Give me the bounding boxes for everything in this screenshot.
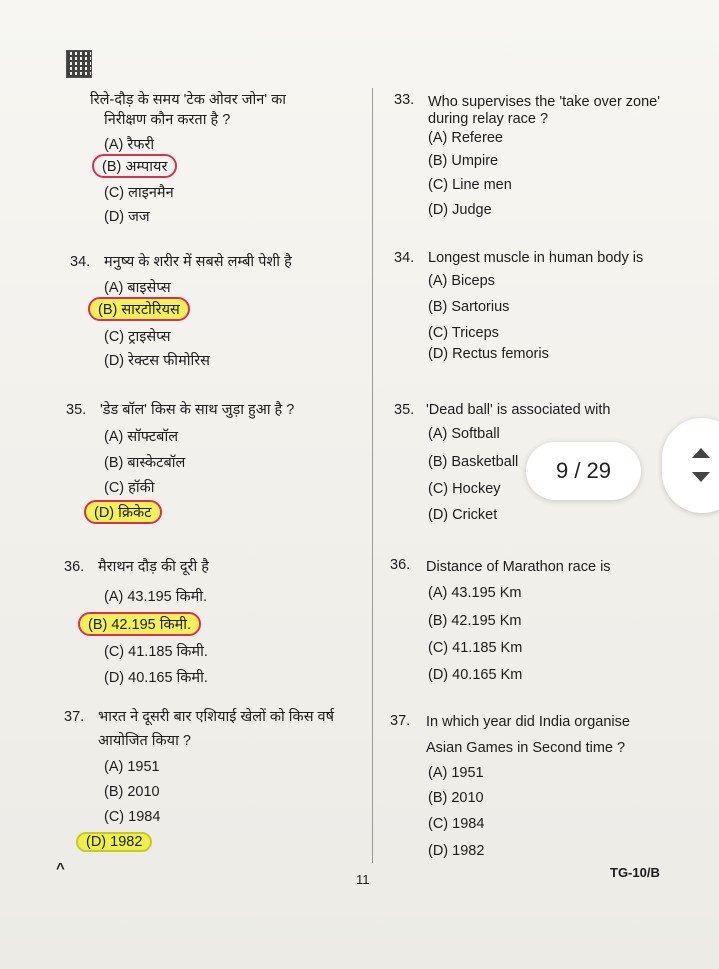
option-36a-hindi: (A) 43.195 किमी. <box>104 589 208 605</box>
barcode-icon <box>66 50 92 78</box>
option-35c-english: (C) Hockey <box>428 481 501 497</box>
option-33c-english: (C) Line men <box>428 177 512 193</box>
option-34d-hindi: (D) रेक्टस फीमोरिस <box>104 353 210 369</box>
question-37-hindi-number: 37. <box>64 709 85 725</box>
option-37b-english: (B) 2010 <box>428 790 484 806</box>
option-35d-english: (D) Cricket <box>428 507 498 523</box>
question-36-number: 36. <box>390 557 411 573</box>
question-34-hindi-text: मनुष्य के शरीर में सबसे लम्बी पेशी है <box>104 254 292 270</box>
option-34b-hindi-marked: (B) सारटोरियस <box>88 297 190 321</box>
page-indicator-badge <box>526 442 641 500</box>
question-33-english-line2: during relay race ? <box>428 111 549 127</box>
question-33-number: 33. <box>394 92 415 108</box>
question-33-english-line1: Who supervises the 'take over zone' <box>428 94 661 110</box>
option-35d-hindi-marked: (D) क्रिकेट <box>84 500 162 524</box>
question-33-hindi-line1: रिले-दौड़ के समय 'टेक ओवर जोन' का <box>90 92 287 108</box>
column-divider <box>372 88 373 863</box>
option-37d-english: (D) 1982 <box>428 843 485 859</box>
option-33d-hindi: (D) जज <box>104 209 150 225</box>
option-37a-hindi: (A) 1951 <box>104 759 160 775</box>
question-37-number: 37. <box>390 713 411 729</box>
option-33d-english: (D) Judge <box>428 202 492 218</box>
question-36-hindi-text: मैराथन दौड़ की दूरी है <box>98 559 209 575</box>
question-36-english-text: Distance of Marathon race is <box>426 559 611 575</box>
option-37a-english: (A) 1951 <box>428 765 484 781</box>
option-36d-hindi: (D) 40.165 किमी. <box>104 670 208 686</box>
question-37-english-line1: In which year did India organise <box>426 714 630 730</box>
up-caret-icon: ^ <box>56 860 65 877</box>
page-number: 11 <box>356 872 370 887</box>
question-33-hindi-line2: निरीक्षण कौन करता है ? <box>104 112 231 128</box>
option-35a-english: (A) Softball <box>428 426 500 442</box>
question-36-hindi-number: 36. <box>64 559 85 575</box>
option-34c-english: (C) Triceps <box>428 325 499 341</box>
option-33b-hindi-marked: (B) अम्पायर <box>92 154 177 178</box>
scroll-up-arrow-icon[interactable] <box>692 448 710 458</box>
page-scroll-control[interactable] <box>662 418 719 513</box>
question-34-english-text: Longest muscle in human body is <box>428 250 644 266</box>
question-34-number: 34. <box>394 250 415 266</box>
option-36b-english: (B) 42.195 Km <box>428 613 522 629</box>
option-33a-hindi: (A) रैफरी <box>104 137 155 153</box>
option-34a-english: (A) Biceps <box>428 273 495 289</box>
option-36c-hindi: (C) 41.185 किमी. <box>104 644 208 660</box>
option-34a-hindi: (A) बाइसेप्स <box>104 280 171 296</box>
option-34b-english: (B) Sartorius <box>428 299 510 315</box>
question-35-number: 35. <box>394 402 415 418</box>
question-37-hindi-line1: भारत ने दूसरी बार एशियाई खेलों को किस वर्ष <box>98 709 334 725</box>
paper-code: TG-10/B <box>610 865 660 880</box>
option-33a-english: (A) Referee <box>428 130 503 146</box>
question-37-english-line2: Asian Games in Second time ? <box>426 740 626 756</box>
option-36a-english: (A) 43.195 Km <box>428 585 522 601</box>
option-37c-english: (C) 1984 <box>428 816 485 832</box>
option-33c-hindi: (C) लाइनमैन <box>104 185 174 201</box>
option-36d-english: (D) 40.165 Km <box>428 667 523 683</box>
question-37-hindi-line2: आयोजित किया ? <box>98 733 191 749</box>
question-35-english-text: 'Dead ball' is associated with <box>426 402 611 418</box>
question-35-hindi-number: 35. <box>66 402 87 418</box>
option-34c-hindi: (C) ट्राइसेप्स <box>104 329 171 345</box>
option-37d-hindi-marked: (D) 1982 <box>76 832 152 852</box>
option-35c-hindi: (C) हॉकी <box>104 480 155 496</box>
option-37c-hindi: (C) 1984 <box>104 809 161 825</box>
option-35a-hindi: (A) सॉफ्टबॉल <box>104 429 179 445</box>
option-36c-english: (C) 41.185 Km <box>428 640 523 656</box>
option-33b-english: (B) Umpire <box>428 153 499 169</box>
option-35b-hindi: (B) बास्केटबॉल <box>104 455 186 471</box>
question-34-hindi-number: 34. <box>70 254 91 270</box>
option-34d-english: (D) Rectus femoris <box>428 346 549 362</box>
page-indicator-text: 9 / 29 <box>555 458 612 483</box>
option-36b-hindi-marked: (B) 42.195 किमी. <box>78 612 201 636</box>
option-35b-english: (B) Basketball <box>428 454 519 470</box>
scroll-down-arrow-icon[interactable] <box>692 472 710 482</box>
option-37b-hindi: (B) 2010 <box>104 784 160 800</box>
question-35-hindi-text: 'डेड बॉल' किस के साथ जुड़ा हुआ है ? <box>100 402 295 418</box>
